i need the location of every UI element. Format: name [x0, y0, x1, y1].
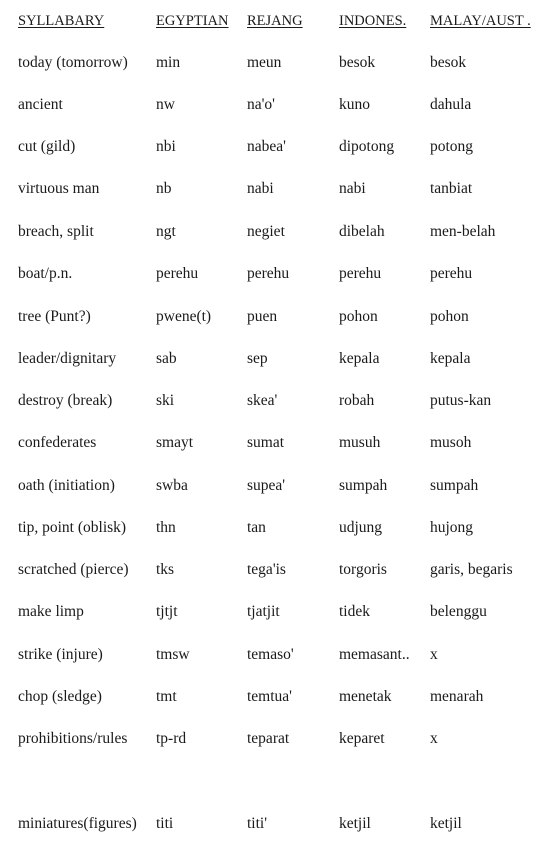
row-5-egyptian: ngt [156, 223, 176, 240]
row-3-egyptian: nbi [156, 138, 176, 155]
row-12-egyptian: thn [156, 519, 176, 536]
row-12-rejang: tan [247, 519, 266, 536]
row-13-term: scratched (pierce) [18, 561, 129, 578]
row-17-term: prohibitions/rules [18, 730, 128, 747]
row-4-indonesian: nabi [339, 180, 366, 197]
row-7-rejang: puen [247, 308, 278, 325]
row-8-indonesian: kepala [339, 350, 380, 367]
row-10-rejang: sumat [247, 434, 285, 451]
row-6-term: boat/p.n. [18, 265, 73, 282]
row-2-rejang: na'o' [247, 96, 275, 113]
row-11-term: oath (initiation) [18, 477, 115, 494]
row-7-malay-aust: pohon [430, 308, 469, 325]
row-4-malay-aust: tanbiat [430, 180, 473, 197]
header-egyptian: EGYPTIAN [156, 13, 229, 29]
row-2-malay-aust: dahula [430, 96, 472, 113]
row-2-egyptian: nw [156, 96, 175, 113]
row-5-malay-aust: men-belah [430, 223, 496, 240]
row-6-malay-aust: perehu [430, 265, 473, 282]
row-18-term: miniatures(figures) [18, 815, 137, 832]
row-4-rejang: nabi [247, 180, 274, 197]
row-15-malay-aust: x [430, 646, 438, 663]
row-3-indonesian: dipotong [339, 138, 395, 155]
row-11-rejang: supea' [247, 477, 286, 494]
row-8-rejang: sep [247, 350, 268, 367]
row-3-term: cut (gild) [18, 138, 76, 155]
row-1-rejang: meun [247, 54, 282, 71]
row-10-egyptian: smayt [156, 434, 194, 451]
row-1-malay-aust: besok [430, 54, 467, 71]
row-14-indonesian: tidek [339, 603, 370, 620]
row-9-rejang: skea' [247, 392, 278, 409]
row-8-egyptian: sab [156, 350, 177, 367]
row-15-rejang: temaso' [247, 646, 294, 663]
row-5-term: breach, split [18, 223, 94, 240]
row-9-term: destroy (break) [18, 392, 113, 409]
row-13-egyptian: tks [156, 561, 175, 578]
row-17-indonesian: keparet [339, 730, 385, 747]
header-indonesian: INDONES. [339, 13, 407, 29]
header-malay-aust: MALAY/AUST . [430, 13, 531, 29]
row-8-malay-aust: kepala [430, 350, 471, 367]
row-17-rejang: teparat [247, 730, 290, 747]
row-10-malay-aust: musoh [430, 434, 472, 451]
row-12-indonesian: udjung [339, 519, 383, 536]
row-16-egyptian: tmt [156, 688, 177, 705]
row-1-indonesian: besok [339, 54, 376, 71]
row-12-malay-aust: hujong [430, 519, 474, 536]
row-9-malay-aust: putus-kan [430, 392, 492, 409]
row-14-egyptian: tjtjt [156, 603, 178, 620]
row-12-term: tip, point (oblisk) [18, 519, 127, 536]
row-16-indonesian: menetak [339, 688, 392, 705]
row-17-egyptian: tp-rd [156, 730, 187, 747]
row-15-egyptian: tmsw [156, 646, 190, 663]
row-18-rejang: titi' [247, 815, 268, 832]
row-11-egyptian: swba [156, 477, 188, 494]
row-14-malay-aust: belenggu [430, 603, 487, 620]
row-15-indonesian: memasant.. [339, 646, 410, 663]
row-1-egyptian: min [156, 54, 181, 71]
row-16-rejang: temtua' [247, 688, 292, 705]
row-3-rejang: nabea' [247, 138, 286, 155]
row-17-malay-aust: x [430, 730, 438, 747]
row-10-indonesian: musuh [339, 434, 381, 451]
row-6-rejang: perehu [247, 265, 290, 282]
row-16-malay-aust: menarah [430, 688, 484, 705]
row-18-malay-aust: ketjil [430, 815, 462, 832]
row-9-egyptian: ski [156, 392, 175, 409]
row-6-indonesian: perehu [339, 265, 382, 282]
row-8-term: leader/dignitary [18, 350, 117, 367]
row-13-malay-aust: garis, begaris [430, 561, 513, 578]
row-1-term: today (tomorrow) [18, 54, 128, 71]
row-11-malay-aust: sumpah [430, 477, 479, 494]
row-2-term: ancient [18, 96, 63, 113]
row-13-rejang: tega'is [247, 561, 286, 578]
row-7-egyptian: pwene(t) [156, 308, 212, 325]
row-4-term: virtuous man [18, 180, 100, 197]
row-11-indonesian: sumpah [339, 477, 388, 494]
row-10-term: confederates [18, 434, 97, 451]
row-3-malay-aust: potong [430, 138, 474, 155]
row-9-indonesian: robah [339, 392, 375, 409]
row-2-indonesian: kuno [339, 96, 370, 113]
row-16-term: chop (sledge) [18, 688, 102, 705]
row-7-term: tree (Punt?) [18, 308, 91, 325]
row-13-indonesian: torgoris [339, 561, 387, 578]
row-6-egyptian: perehu [156, 265, 199, 282]
row-5-rejang: negiet [247, 223, 285, 240]
row-14-rejang: tjatjit [247, 603, 280, 620]
row-4-egyptian: nb [156, 180, 172, 197]
row-14-term: make limp [18, 603, 84, 620]
header-syllabary: SYLLABARY [18, 13, 105, 29]
row-5-indonesian: dibelah [339, 223, 385, 240]
row-18-egyptian: titi [156, 815, 174, 832]
row-7-indonesian: pohon [339, 308, 378, 325]
row-15-term: strike (injure) [18, 646, 103, 663]
header-rejang: REJANG [247, 13, 303, 29]
row-18-indonesian: ketjil [339, 815, 371, 832]
